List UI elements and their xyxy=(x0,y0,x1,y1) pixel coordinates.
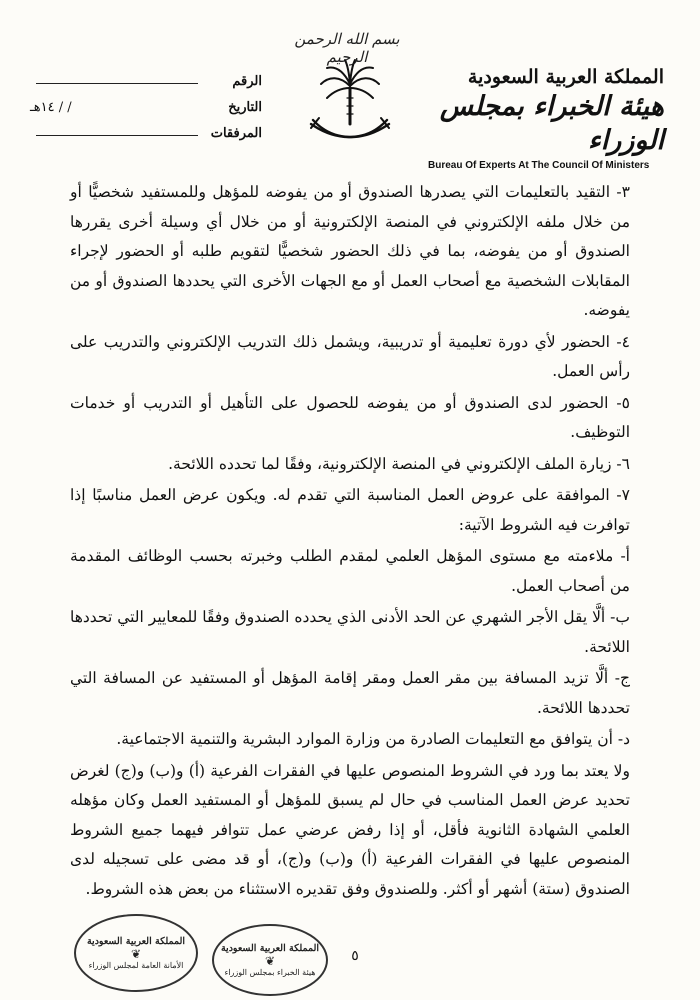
date-value: / / ١٤هـ xyxy=(30,100,72,115)
date-row xyxy=(30,100,262,126)
attachments-line xyxy=(36,135,198,136)
reference-number-label: الرقم xyxy=(232,74,262,89)
kingdom-name: المملكة العربية السعودية xyxy=(467,66,664,88)
item-6: ٦- زيارة الملف الإلكتروني في المنصة الإلكترونية، وفقًا لما تحدده اللائحة. xyxy=(168,454,630,473)
attachments-row xyxy=(30,126,262,152)
attachments-label: المرفقات xyxy=(210,126,262,141)
basmala-calligraphy: بسم الله الرحمن الرحيم xyxy=(294,30,400,66)
closing-paragraph: ولا يعتد بما ورد في الشروط المنصوص عليها في الفقرات الفرعية (أ) و(ب) و(ج) لغرض تحديد عرض العمل المناسب في حال لم يسبق للمؤهل أو المستفيد العمل وكان مؤهله العلمي الشهادة الثانوية فأقل، أو إذا رفض عرضي عمل تتوافر فيهما جميع الشروط المنصوص عليها في الفقرات الفرعية (أ) و(ب) و(ج)، أو قد مضى على تسجيله لدى الصندوق (ستة) أشهر أو أكثر. وللصندوق وفق تقديره الاستثناء من بعض هذه الشروط. xyxy=(70,761,630,898)
item-7: ٧- الموافقة على عروض العمل المناسبة التي تقدم له. ويكون عرض العمل مناسبًا إذا توافرت فيه الشروط الآتية: xyxy=(70,486,630,534)
reference-number-line xyxy=(36,83,198,84)
emblem-mini-icon: ❦ xyxy=(264,954,276,968)
subitem-c: ج- ألَّا تزيد المسافة بين مقر العمل ومقر إقامة المؤهل أو المستفيد عن المسافة التي تحددها اللائحة. xyxy=(70,669,630,717)
official-stamp-left: المملكة العربية السعودية ❦ الأمانة العامة لمجلس الوزراء xyxy=(74,914,198,992)
page-number: ٥ xyxy=(351,948,359,964)
saudi-emblem-icon xyxy=(305,58,395,150)
document-body xyxy=(70,178,630,906)
item-4: ٤- الحضور لأي دورة تعليمية أو تدريبية، ويشمل ذلك التدريب الإلكتروني والتدريب على رأس العمل. xyxy=(70,332,630,380)
reference-number-row xyxy=(30,74,262,100)
subitem-a: أ- ملاءمته مع مستوى المؤهل العلمي لمقدم الطلب وخبرته بحسب الوظائف المقدمة من أصحاب العمل. xyxy=(70,547,630,595)
date-label: التاريخ xyxy=(228,100,262,115)
item-3: ٣- التقيد بالتعليمات التي يصدرها الصندوق أو من يفوضه للمؤهل وللمستفيد شخصيًّا أو من خلال ملفه الإلكتروني في المنصة الإلكترونية أو من خلال أي وسيلة أخرى يقررها الصندوق أو من يفوضه، بما في ذلك الحضور شخصيًّا لتقويم طلبه أو الحضور لإجراء المقابلات الشخصية مع أصحاب العمل أو مع الجهات الأخرى التي يحددها الصندوق أو من يفوضه. xyxy=(70,183,630,319)
bureau-name-english: Bureau Of Experts At The Council Of Ministers xyxy=(428,160,650,171)
subitem-d: د- أن يتوافق مع التعليمات الصادرة من وزارة الموارد البشرية والتنمية الاجتماعية. xyxy=(116,730,630,748)
reference-block xyxy=(30,74,262,152)
bureau-name-arabic: هيئة الخبراء بمجلس الوزراء xyxy=(439,91,664,156)
subitem-b: ب- ألَّا يقل الأجر الشهري عن الحد الأدنى الذي يحدده الصندوق وفقًا للمعايير التي تحددها اللائحة. xyxy=(70,608,630,656)
official-stamp-right: المملكة العربية السعودية ❦ هيئة الخبراء بمجلس الوزراء xyxy=(212,924,328,996)
letterhead xyxy=(424,66,664,171)
item-5: ٥- الحضور لدى الصندوق أو من يفوضه للحصول على التأهيل أو التدريب أو خدمات التوظيف. xyxy=(70,393,630,441)
emblem-mini-icon: ❦ xyxy=(130,947,142,961)
